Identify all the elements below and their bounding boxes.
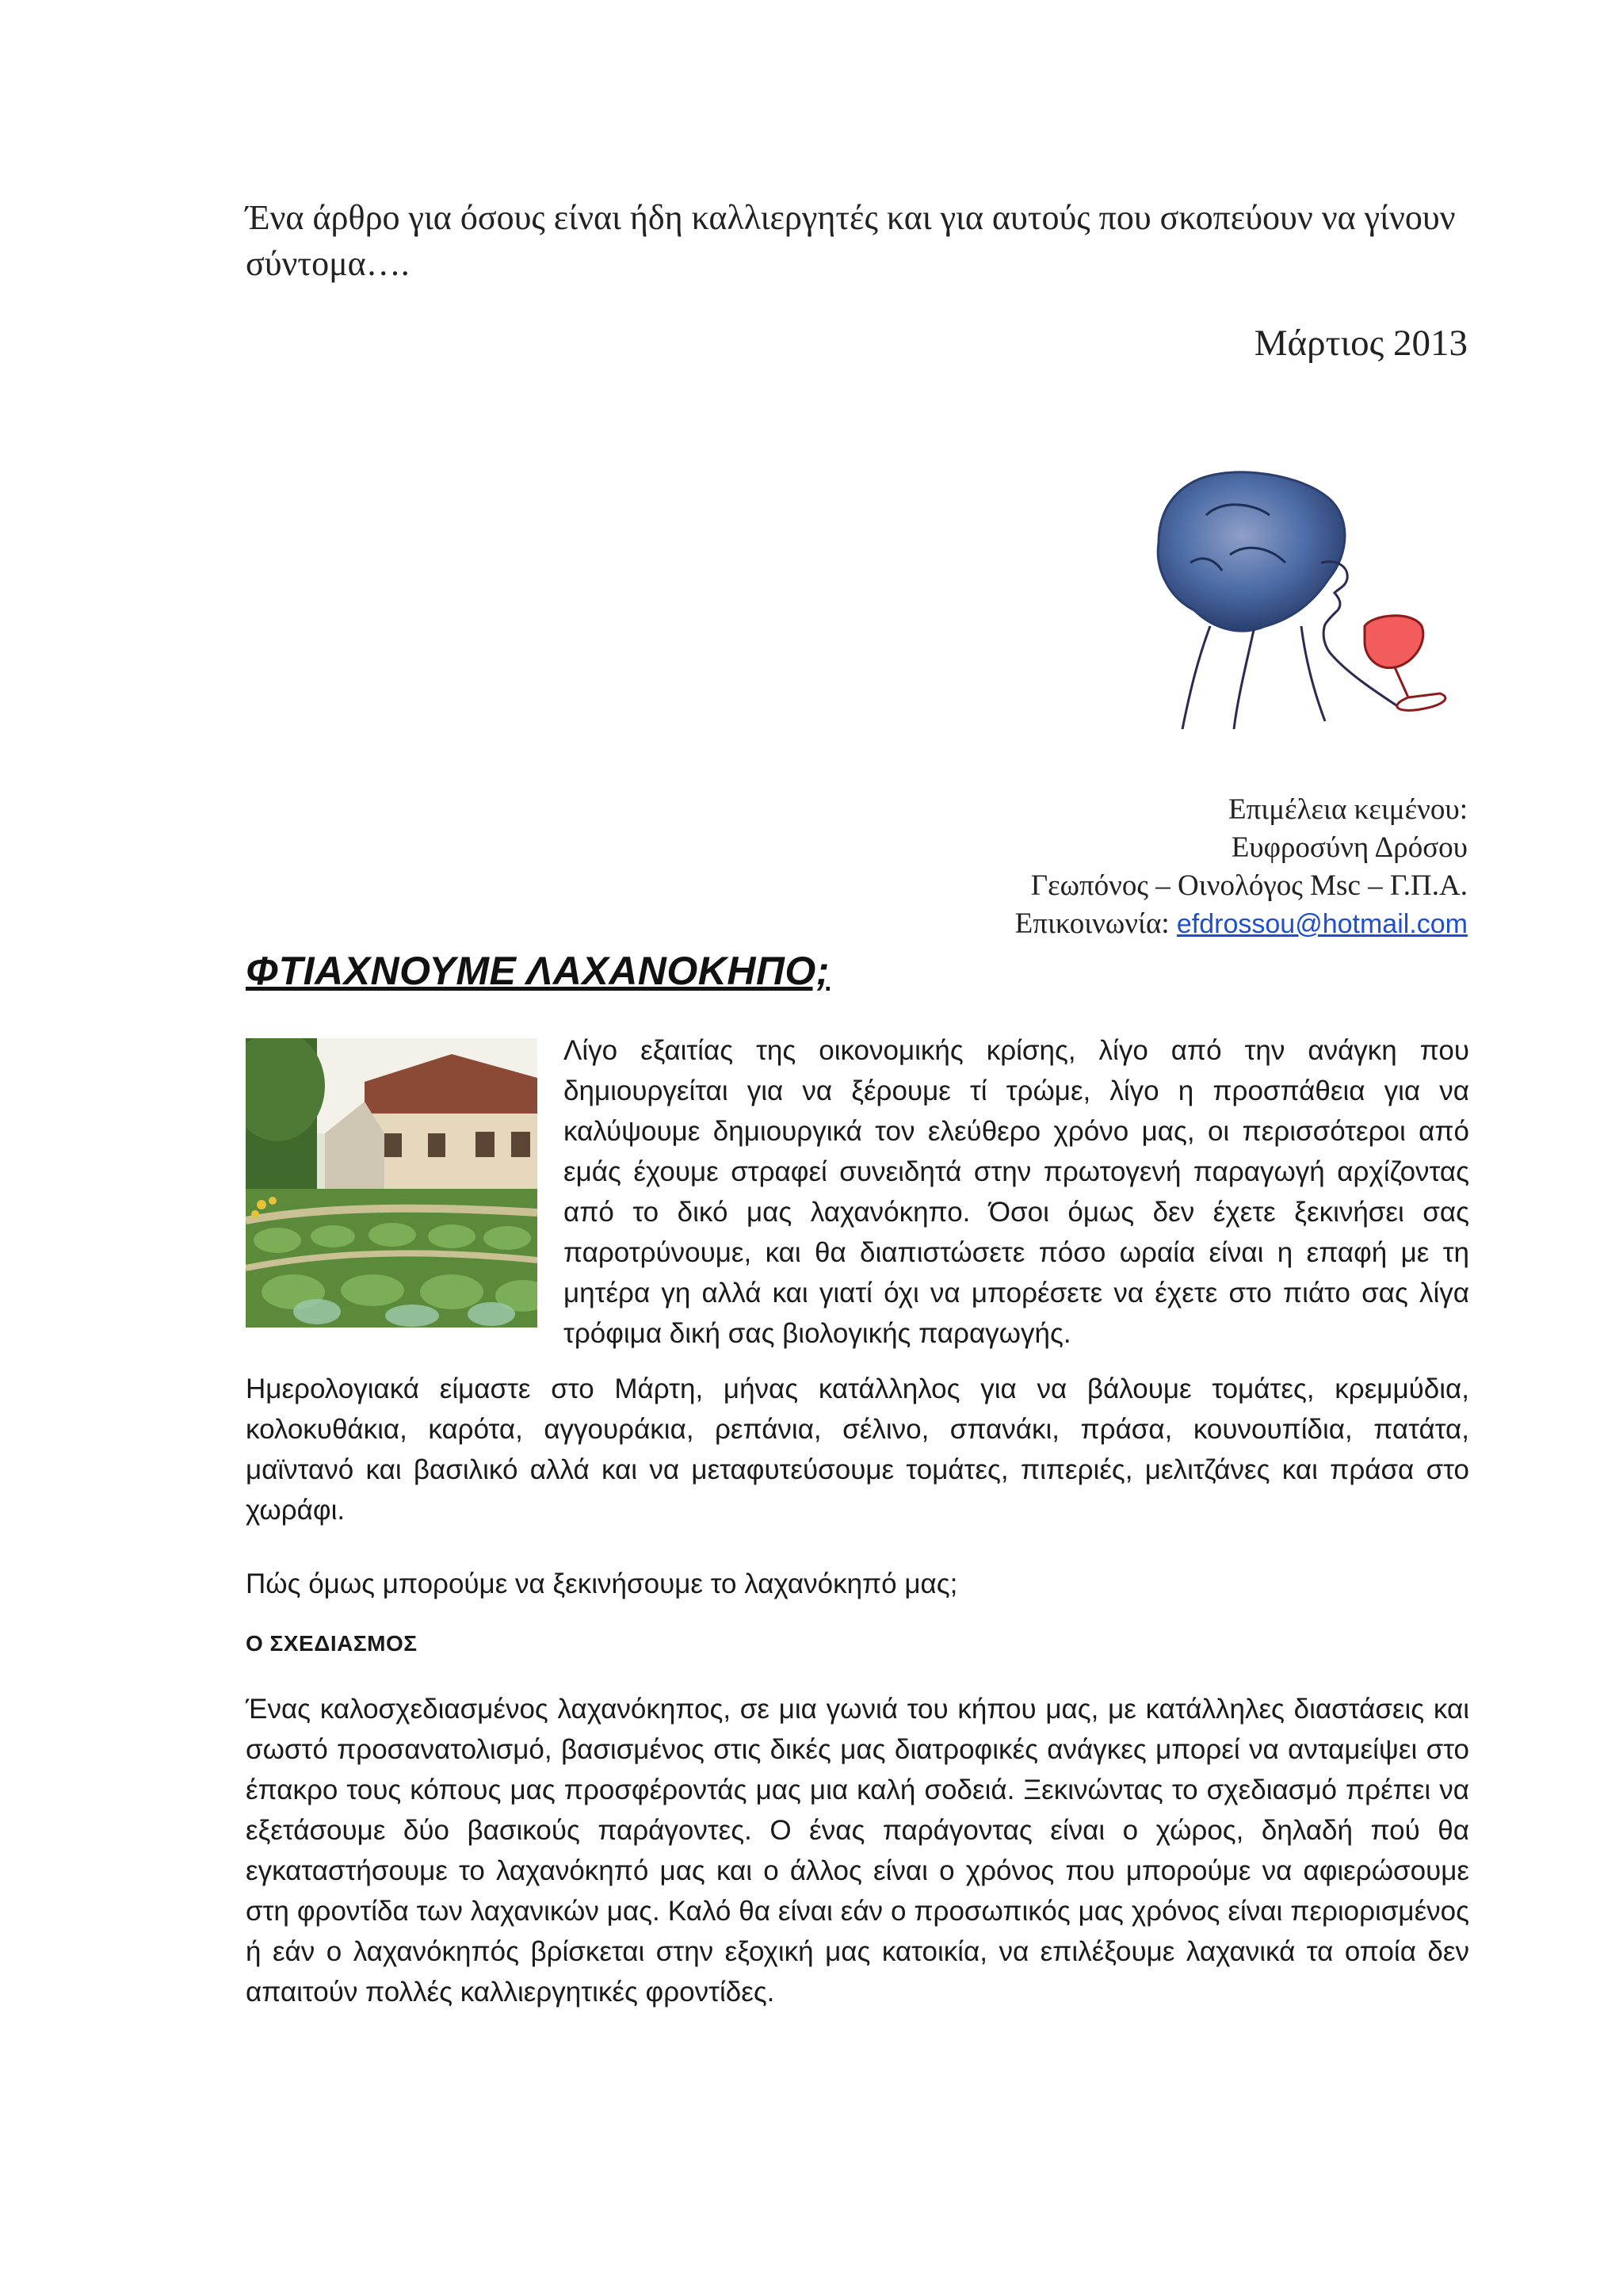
intro-text: Ένα άρθρο για όσους είναι ήδη καλλιεργητές και για αυτούς που σκοπεύουν να γίνουν σύντομα…. <box>246 198 1456 283</box>
email-link[interactable]: efdrossou@hotmail.com <box>1176 909 1468 939</box>
vegetable-garden-photo <box>246 1038 537 1328</box>
section-heading-design: Ο ΣΧΕΔΙΑΣΜΟΣ <box>246 1631 418 1656</box>
credits-editing-label: Επιμέλεια κειμένου: <box>1228 793 1468 826</box>
paragraph-march-crops: Ημερολογιακά είμαστε στο Μάρτη, μήνας κατάλληλος για να βάλουμε τομάτες, κρεμμύδια, κολοκυθάκια, καρότα, αγγουράκια, ρεπάνια, σέλινο, σπανάκι, πράσα, κουνουπίδια, πατάτα, μαϊντανό και βασιλικό αλλά και να μεταφυτεύσουμε τομάτες, πιπεριές, μελιτζάνες και πράσα στο χωράφι. <box>246 1373 1469 1526</box>
credits-author-name: Ευφροσύνη Δρόσου <box>1231 831 1468 864</box>
credits-block <box>1015 791 1468 943</box>
paragraph-intro: Λίγο εξαιτίας της οικονομικής κρίσης, λίγο από την ανάγκη που δημιουργείται για να ξέρουμε τί τρώμε, λίγο η προσπάθεια για να καλύψουμε δημιουργικά τον ελεύθερο χρόνο μας, οι περισσότεροι από εμάς έχουμε στραφεί συνειδητά στην πρωτογενή παραγωγή αρχίζοντας από το δικό μας λαχανόκηπο. Όσοι όμως δεν έχετε ξεκινήσει σας παροτρύνουμε, και θα διαπιστώσετε πόσο ωραία είναι η επαφή με τη μητέρα γη αλλά και γιατί όχι να μπορέσετε να έχετε στο πιάτο σας λίγα τρόφιμα δική σας βιολογικής παραγωγής. <box>563 1035 1469 1349</box>
credits-author-title: Γεωπόνος – Οινολόγος Msc – Γ.Π.Α. <box>1030 869 1468 902</box>
paragraph-question: Πώς όμως μπορούμε να ξεκινήσουμε το λαχανόκηπό μας; <box>246 1568 958 1599</box>
date-label: Μάρτιος 2013 <box>1254 323 1468 364</box>
contact-label: Επικοινωνία: <box>1014 907 1177 940</box>
wine-woman-illustration <box>1135 468 1484 737</box>
credits-contact <box>1015 905 1468 943</box>
paragraph-design: Ένας καλοσχεδιασμένος λαχανόκηπος, σε μια γωνιά του κήπου μας, με κατάλληλες διαστάσεις και σωστό προσανατολισμό, βασισμένος στις δικές μας διατροφικές ανάγκες μπορεί να ανταμείψει στο έπακρο τους κόπους μας προσφέροντάς μας μια καλή σοδειά. Ξεκινώντας το σχεδιασμό πρέπει να εξετάσουμε δύο βασικούς παράγοντες. Ο ένας παράγοντας είναι ο χώρος, δηλαδή πού θα εγκαταστήσουμε το λαχανόκηπό μας και ο άλλος είναι ο χρόνος που μπορούμε να αφιερώσουμε στη φροντίδα των λαχανικών μας. Καλό θα είναι εάν ο προσωπικός μας χρόνος είναι περιορισμένος ή εάν ο λαχανόκηπός βρίσκεται στην εξοχική μας κατοικία, να επιλέξουμε λαχανικά τα οποία δεν απαιτούν πολλές καλλιεργητικές φροντίδες. <box>246 1694 1469 2008</box>
article-title: ΦΤΙΑΧΝΟΥΜΕ ΛΑΧΑΝΟΚΗΠΟ; <box>246 949 830 993</box>
